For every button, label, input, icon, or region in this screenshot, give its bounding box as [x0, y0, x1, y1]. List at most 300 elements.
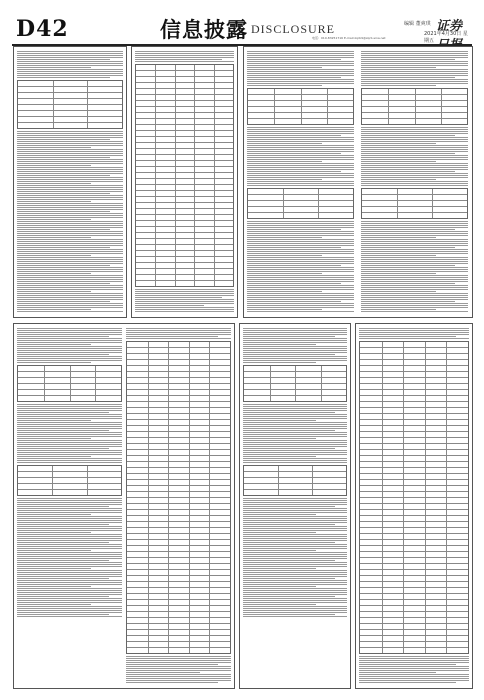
table-cell-divider: [425, 372, 426, 377]
text-line: [243, 502, 347, 503]
text-line: [243, 590, 347, 591]
text-line: [247, 259, 354, 260]
table-cell-divider: [70, 378, 71, 383]
text-line: [361, 227, 468, 228]
table-cell-divider: [425, 486, 426, 491]
table-cell-divider: [403, 624, 404, 629]
text-line: [361, 151, 468, 152]
text-line: [17, 506, 109, 507]
table-cell-divider: [403, 450, 404, 455]
text-line: [247, 297, 354, 298]
text-line: [17, 544, 122, 545]
table-cell-divider: [214, 191, 215, 196]
text-line: [243, 348, 347, 349]
text-line: [135, 301, 234, 302]
table-cell-divider: [194, 245, 195, 250]
text-line: [243, 354, 335, 355]
table-cell-divider: [446, 348, 447, 353]
table-cell-divider: [189, 600, 190, 605]
text-line: [361, 181, 468, 182]
table-cell-divider: [382, 492, 383, 497]
text-line: [243, 454, 347, 455]
table-cell-divider: [214, 239, 215, 244]
table-cell-divider: [327, 107, 328, 112]
table-cell-divider: [95, 390, 96, 395]
text-line: [243, 342, 347, 343]
table-cell-divider: [382, 372, 383, 377]
table-cell-divider: [209, 414, 210, 419]
table-cell-divider: [155, 71, 156, 76]
table-cell-divider: [168, 498, 169, 503]
table-cell-divider: [382, 408, 383, 413]
text-line: [17, 462, 122, 463]
text-line: [361, 237, 436, 238]
table-cell-divider: [175, 155, 176, 160]
table-cell-divider: [53, 123, 54, 128]
table-cell-divider: [148, 486, 149, 491]
table-cell-divider: [189, 384, 190, 389]
table-cell-divider: [403, 360, 404, 365]
table-cell-divider: [155, 281, 156, 286]
table-cell-divider: [321, 372, 322, 377]
text-line: [243, 450, 347, 451]
table-cell-divider: [446, 480, 447, 485]
table-cell-divider: [382, 618, 383, 623]
text-line: [247, 247, 341, 248]
table-cell-divider: [168, 420, 169, 425]
text-line: [243, 536, 347, 537]
table-cell-divider: [148, 408, 149, 413]
table-cell-divider: [155, 209, 156, 214]
text-line: [247, 289, 354, 290]
table-cell-divider: [175, 209, 176, 214]
text-line: [17, 546, 122, 547]
text-line: [17, 255, 91, 256]
text-line: [17, 157, 110, 158]
table-cell-divider: [148, 480, 149, 485]
text-line: [135, 307, 234, 308]
text-line: [17, 570, 122, 571]
table-cell-divider: [425, 366, 426, 371]
text-line: [243, 516, 347, 517]
text-line: [247, 137, 354, 138]
table-cell-divider: [382, 510, 383, 515]
table-cell-divider: [189, 504, 190, 509]
text-line: [247, 283, 341, 284]
table-cell-divider: [87, 87, 88, 92]
table-cell-divider: [148, 420, 149, 425]
table-cell-divider: [189, 516, 190, 521]
text-line: [361, 129, 468, 130]
table-cell-divider: [214, 95, 215, 100]
table-cell-divider: [446, 576, 447, 581]
table-cell-divider: [382, 432, 383, 437]
data-table: [361, 188, 468, 219]
text-line: [247, 151, 354, 152]
text-line: [135, 297, 222, 298]
table-cell-divider: [425, 474, 426, 479]
table-cell-divider: [155, 107, 156, 112]
table-cell-divider: [446, 468, 447, 473]
table-cell-divider: [52, 478, 53, 483]
text-line: [17, 223, 123, 224]
text-line: [243, 414, 347, 415]
text-line: [361, 169, 468, 170]
table-cell-divider: [425, 432, 426, 437]
table-cell-divider: [425, 408, 426, 413]
text-line: [247, 295, 354, 296]
table-cell-divider: [155, 173, 156, 178]
text-line: [361, 231, 468, 232]
text-line: [243, 616, 347, 617]
text-line: [247, 159, 354, 160]
table-cell-divider: [209, 516, 210, 521]
text-line: [243, 406, 347, 407]
text-line: [17, 231, 123, 232]
table-cell-divider: [403, 642, 404, 647]
table-cell-divider: [148, 444, 149, 449]
text-line: [243, 586, 316, 587]
table-cell-divider: [425, 354, 426, 359]
table-cell-divider: [189, 522, 190, 527]
text-line: [17, 612, 122, 613]
table-cell-divider: [175, 179, 176, 184]
table-cell-divider: [189, 576, 190, 581]
table-cell-divider: [312, 484, 313, 489]
table-cell-divider: [382, 474, 383, 479]
table-cell-divider: [403, 420, 404, 425]
text-line: [17, 213, 123, 214]
table-cell-divider: [274, 101, 275, 106]
text-line: [17, 426, 122, 427]
table-cell-divider: [44, 372, 45, 377]
table-cell-divider: [301, 95, 302, 100]
table-cell-divider: [148, 414, 149, 419]
text-line: [247, 81, 354, 82]
table-cell-divider: [52, 484, 53, 489]
table-cell-divider: [209, 474, 210, 479]
text-line: [17, 504, 122, 505]
table-row: [244, 396, 346, 401]
text-line: [17, 67, 91, 68]
table-cell-divider: [95, 378, 96, 383]
table-cell-divider: [403, 444, 404, 449]
table-cell-divider: [209, 642, 210, 647]
text-line: [247, 291, 322, 292]
text-line: [17, 243, 123, 244]
text-line: [247, 177, 354, 178]
text-line: [126, 666, 231, 667]
table-cell-divider: [270, 378, 271, 383]
table-cell-divider: [425, 564, 426, 569]
text-line: [17, 165, 91, 166]
table-cell-divider: [214, 173, 215, 178]
text-line: [361, 51, 468, 52]
table-cell-divider: [189, 366, 190, 371]
table-cell-divider: [53, 81, 54, 86]
table-cell-divider: [148, 510, 149, 515]
text-line: [243, 336, 335, 337]
text-line: [361, 175, 468, 176]
table-cell-divider: [175, 77, 176, 82]
table-cell-divider: [446, 510, 447, 515]
table-cell-divider: [209, 342, 210, 347]
text-line: [126, 332, 231, 333]
text-line: [361, 57, 468, 58]
table-cell-divider: [397, 189, 398, 194]
table-cell-divider: [425, 576, 426, 581]
text-line: [17, 550, 91, 551]
text-line: [17, 249, 123, 250]
text-line: [361, 257, 468, 258]
text-line: [361, 171, 455, 172]
text-line: [17, 147, 91, 148]
table-cell-divider: [214, 203, 215, 208]
table-cell-divider: [425, 570, 426, 575]
text-line: [247, 253, 354, 254]
text-line: [243, 412, 335, 413]
text-line: [243, 356, 347, 357]
table-cell-divider: [403, 540, 404, 545]
table-cell-divider: [168, 342, 169, 347]
text-line: [126, 338, 231, 339]
text-line: [17, 141, 123, 142]
table-cell-divider: [397, 195, 398, 200]
table-cell-divider: [214, 251, 215, 256]
table-cell-divider: [403, 372, 404, 377]
text-line: [361, 305, 468, 306]
text-line: [243, 552, 347, 553]
table-cell-divider: [168, 492, 169, 497]
table-cell-divider: [318, 213, 319, 218]
table-cell-divider: [168, 504, 169, 509]
table-cell-divider: [382, 384, 383, 389]
text-line: [247, 163, 354, 164]
text-line: [247, 273, 322, 274]
text-line: [126, 334, 231, 335]
text-line: [247, 237, 322, 238]
text-line: [17, 235, 123, 236]
text-line: [17, 237, 91, 238]
table-cell-divider: [95, 372, 96, 377]
text-line: [247, 263, 354, 264]
table-cell-divider: [425, 480, 426, 485]
table-cell-divider: [214, 215, 215, 220]
table-cell-divider: [270, 396, 271, 401]
table-cell-divider: [415, 95, 416, 100]
text-line: [247, 243, 354, 244]
table-cell-divider: [214, 263, 215, 268]
table-cell-divider: [189, 414, 190, 419]
table-cell-divider: [425, 522, 426, 527]
table-cell-divider: [425, 516, 426, 521]
text-line: [17, 540, 122, 541]
table-cell-divider: [194, 89, 195, 94]
table-cell-divider: [175, 257, 176, 262]
text-line: [17, 241, 123, 242]
table-cell-divider: [168, 414, 169, 419]
text-line: [17, 518, 122, 519]
text-line: [17, 522, 122, 523]
text-line: [247, 233, 354, 234]
text-line: [361, 223, 468, 224]
table-cell-divider: [382, 348, 383, 353]
text-line: [126, 658, 231, 659]
table-cell-divider: [95, 396, 96, 401]
table-cell-divider: [189, 426, 190, 431]
text-line: [135, 59, 222, 60]
text-line: [243, 442, 347, 443]
table-cell-divider: [189, 468, 190, 473]
text-line: [17, 572, 122, 573]
text-line: [247, 153, 341, 154]
text-line: [17, 356, 122, 357]
masthead: [12, 14, 472, 46]
text-line: [243, 498, 347, 499]
text-line: [17, 346, 122, 347]
table-cell-divider: [446, 564, 447, 569]
text-line: [243, 416, 347, 417]
table-cell-divider: [432, 189, 433, 194]
text-line: [17, 566, 122, 567]
table-cell-divider: [425, 546, 426, 551]
table-cell-divider: [189, 552, 190, 557]
table-cell-divider: [425, 504, 426, 509]
text-line: [361, 173, 468, 174]
text-line: [361, 177, 468, 178]
table-cell-divider: [168, 480, 169, 485]
table-cell-divider: [155, 245, 156, 250]
text-line: [17, 155, 123, 156]
text-line: [17, 239, 123, 240]
text-line: [359, 660, 469, 661]
table-cell-divider: [175, 185, 176, 190]
text-line: [17, 582, 122, 583]
table-cell-divider: [403, 348, 404, 353]
table-cell-divider: [168, 486, 169, 491]
text-line: [17, 299, 123, 300]
table-cell-divider: [189, 438, 190, 443]
text-line: [361, 155, 468, 156]
table-cell-divider: [155, 65, 156, 70]
text-line: [247, 255, 322, 256]
text-line: [247, 149, 354, 150]
table-cell-divider: [403, 402, 404, 407]
text-line: [243, 556, 347, 557]
table-cell-divider: [194, 107, 195, 112]
table-cell-divider: [189, 546, 190, 551]
table-cell-divider: [446, 504, 447, 509]
table-row: [18, 490, 121, 495]
text-line: [361, 61, 468, 62]
text-line: [243, 528, 347, 529]
text-line: [17, 215, 123, 216]
table-cell-divider: [209, 504, 210, 509]
text-line: [247, 311, 354, 312]
text-line: [17, 189, 123, 190]
table-cell-divider: [175, 125, 176, 130]
text-line: [17, 454, 122, 455]
table-cell-divider: [209, 450, 210, 455]
table-cell-divider: [155, 221, 156, 226]
table-cell-divider: [148, 648, 149, 653]
table-cell-divider: [321, 378, 322, 383]
text-line: [17, 285, 123, 286]
text-line: [17, 183, 91, 184]
table-cell-divider: [327, 119, 328, 124]
table-row: [127, 648, 230, 653]
text-line: [361, 311, 468, 312]
text-line: [247, 265, 341, 266]
text-line: [17, 65, 123, 66]
table-cell-divider: [446, 366, 447, 371]
table-row: [18, 396, 121, 401]
text-line: [243, 408, 347, 409]
table-cell-divider: [403, 588, 404, 593]
article-bottom-center: [239, 323, 351, 689]
table-cell-divider: [148, 384, 149, 389]
table-cell-divider: [382, 630, 383, 635]
text-line: [243, 512, 347, 513]
table-cell-divider: [270, 366, 271, 371]
text-line: [17, 446, 122, 447]
table-cell-divider: [209, 486, 210, 491]
text-line: [247, 139, 354, 140]
table-cell-divider: [214, 167, 215, 172]
text-line: [17, 311, 123, 312]
text-line: [243, 578, 335, 579]
text-line: [135, 61, 234, 62]
table-cell-divider: [214, 227, 215, 232]
table-cell-divider: [209, 444, 210, 449]
table-cell-divider: [209, 528, 210, 533]
text-line: [17, 69, 123, 70]
text-line: [361, 301, 455, 302]
text-line: [247, 261, 354, 262]
table-cell-divider: [155, 233, 156, 238]
table-cell-divider: [283, 189, 284, 194]
text-line: [361, 159, 468, 160]
table-cell-divider: [168, 528, 169, 533]
text-line: [247, 251, 354, 252]
text-line: [17, 560, 109, 561]
table-cell-divider: [214, 281, 215, 286]
text-line: [247, 83, 354, 84]
table-cell-divider: [403, 474, 404, 479]
text-line: [243, 456, 316, 457]
text-line: [247, 181, 354, 182]
table-cell-divider: [382, 480, 383, 485]
text-line: [17, 410, 122, 411]
text-line: [17, 338, 122, 339]
text-line: [17, 520, 122, 521]
table-cell-divider: [209, 576, 210, 581]
table-cell-divider: [403, 456, 404, 461]
table-cell-divider: [209, 402, 210, 407]
table-cell-divider: [318, 189, 319, 194]
text-line: [17, 171, 123, 172]
text-line: [243, 542, 335, 543]
table-cell-divider: [209, 582, 210, 587]
table-cell-divider: [209, 426, 210, 431]
table-cell-divider: [415, 107, 416, 112]
table-cell-divider: [175, 107, 176, 112]
text-line: [126, 674, 231, 675]
text-line: [247, 69, 354, 70]
table-cell-divider: [52, 472, 53, 477]
table-cell-divider: [175, 161, 176, 166]
text-line: [17, 350, 122, 351]
